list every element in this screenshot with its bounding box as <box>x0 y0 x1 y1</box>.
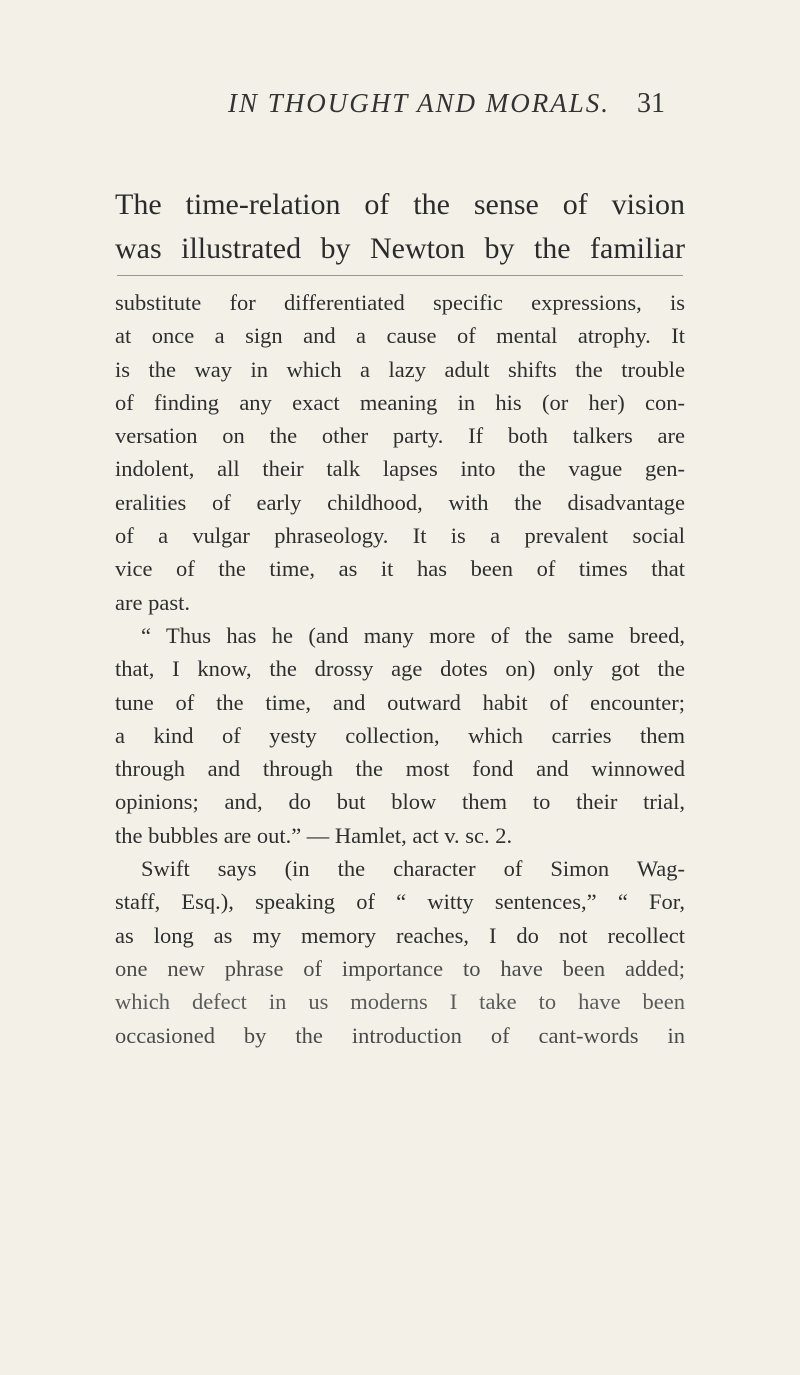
text-line: of finding any exact meaning in his (or her) con- <box>115 389 685 415</box>
text-line: occasioned by the introduction of cant-words in <box>115 1022 685 1048</box>
body-text <box>115 286 685 1052</box>
quote-line: the bubbles are out.” — Hamlet, act v. sc. 2. <box>115 822 513 848</box>
separator-rule <box>117 275 683 276</box>
text-line: substitute for differentiated specific expressions, is <box>115 290 685 315</box>
quote-line: that, I know, the drossy age dotes on) only got the <box>115 656 685 682</box>
heading-line: was illustrated by Newton by the familiar <box>115 232 685 265</box>
text-line: as long as my memory reaches, I do not recollect <box>115 922 685 948</box>
quote-line: a kind of yesty collection, which carries them <box>115 722 685 748</box>
quote-line: tune of the time, and outward habit of encounter; <box>115 689 685 715</box>
text-line: indolent, all their talk lapses into the vague gen- <box>115 456 685 482</box>
heading-line: The time-relation of the sense of vision <box>115 188 685 221</box>
text-line: eralities of early childhood, with the disadvantage <box>115 489 685 515</box>
text-line: Swift says (in the character of Simon Wag- <box>141 856 685 882</box>
text-line: at once a sign and a cause of mental atrophy. It <box>115 323 685 349</box>
running-head <box>0 88 800 128</box>
section-heading <box>115 183 685 271</box>
text-line: is the way in which a lazy adult shifts the trouble <box>115 356 685 382</box>
quote-line: through and through the most fond and winnowed <box>115 756 685 782</box>
text-line: which defect in us moderns I take to have been <box>115 989 685 1015</box>
page-number: 31 <box>637 88 665 119</box>
text-line: staff, Esq.), speaking of “ witty sentences,” “ For, <box>115 889 685 915</box>
text-line: of a vulgar phraseology. It is a prevalent social <box>115 523 685 549</box>
running-head-title: IN THOUGHT AND MORALS. <box>228 88 611 118</box>
text-line: versation on the other party. If both talkers are <box>115 423 685 449</box>
text-line: vice of the time, as it has been of times that <box>115 556 685 582</box>
text-line: one new phrase of importance to have been added; <box>115 955 685 981</box>
quote-line: “ Thus has he (and many more of the same breed, <box>141 622 685 648</box>
quote-line: opinions; and, do but blow them to their trial, <box>115 789 685 815</box>
text-line: are past. <box>115 589 190 615</box>
